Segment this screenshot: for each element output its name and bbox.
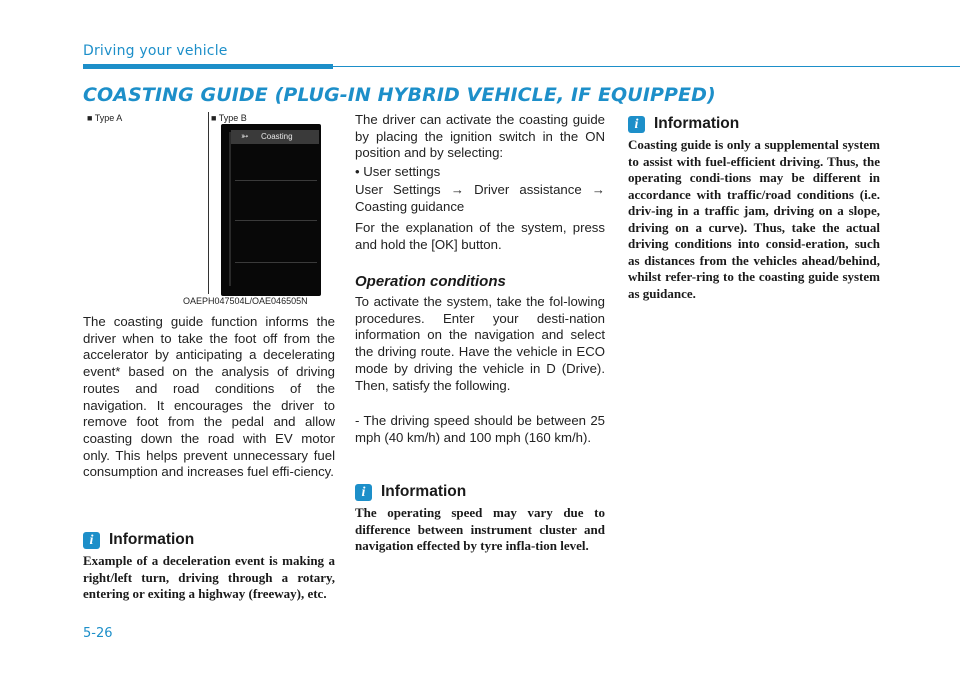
chapter-heading: COASTING GUIDE (PLUG-IN HYBRID VEHICLE, IF EQUIPPED) bbox=[83, 84, 716, 106]
speed-condition: - The driving speed should be between 25 mph (40 km/h) and 100 mph (160 km/h). bbox=[355, 413, 605, 445]
settings-path: User Settings → Driver assistance → Coasting guidance bbox=[355, 182, 605, 214]
figure-divider bbox=[208, 112, 209, 294]
intro-paragraph: The coasting guide function informs the driver when to take the foot off from the accelerator by anticipating a decelerating event* based on the analysis of driving routes and road conditions of the navigation. It encourages the driver to remove foot from the pedal and allow coasting down the road with EV motor only. This helps prevent unnecessary fuel consumption and increases fuel effi-ciency. bbox=[83, 314, 335, 480]
page-number: 5-26 bbox=[83, 626, 113, 641]
screen-band bbox=[235, 180, 317, 181]
car-foot-icon: ➳ bbox=[241, 131, 249, 141]
explain-paragraph: For the explanation of the system, press and hold the [OK] button. bbox=[355, 220, 605, 252]
cluster-screen bbox=[221, 124, 321, 296]
info-text: Example of a deceleration event is making a right/left turn, driving through a rotary, entering or exiting a highway (freeway), etc. bbox=[83, 553, 335, 601]
screen-band bbox=[235, 262, 317, 263]
info-text: The operating speed may vary due to difference between instrument cluster and navigation effected by tyre infla-tion level. bbox=[355, 505, 605, 553]
legend-type-b: ■ Type B bbox=[211, 113, 247, 123]
section-title: Driving your vehicle bbox=[83, 43, 228, 59]
info-icon: i bbox=[355, 484, 372, 501]
screen-label: Coasting bbox=[261, 132, 293, 141]
subhead-operation-conditions: Operation conditions bbox=[355, 273, 506, 290]
info-icon: i bbox=[628, 116, 645, 133]
info-heading bbox=[355, 483, 466, 501]
header-rule-thick bbox=[83, 64, 333, 69]
figure bbox=[83, 108, 335, 312]
info-title: Information bbox=[654, 115, 740, 132]
info-title: Information bbox=[109, 531, 195, 548]
info-title: Information bbox=[381, 483, 467, 500]
screen-band bbox=[235, 220, 317, 221]
header-rule-thin bbox=[333, 66, 960, 67]
info-heading bbox=[83, 531, 194, 549]
conditions-paragraph: To activate the system, take the fol-lowing procedures. Enter your desti-nation information on the navigation and select the driving route. Have the vehicle in ECO mode by driving the vehicle in D (Drive). Then, satisfy the following. bbox=[355, 294, 605, 393]
activate-paragraph: The driver can activate the coasting guide by placing the ignition switch in the ON position and by selecting: bbox=[355, 112, 605, 161]
info-heading bbox=[628, 115, 739, 133]
legend-type-a: ■ Type A bbox=[87, 113, 123, 123]
figure-caption: OAEPH047504L/OAE046505N bbox=[183, 296, 308, 306]
info-text: Coasting guide is only a supplemental system to assist with fuel-efficient driving. Thus, the operating condi-tions may be different in accordance with traffic/road conditions (i.e. driv-ing in a traffic jam, driving on a slope, driving on a curve). Thus, take the actual driving conditions into consid-eration, such as distances from the vehicles ahead/behind, whilst refer-ring to the coasting guide system as guidance. bbox=[628, 137, 880, 301]
settings-bullet: • User settings bbox=[355, 164, 441, 179]
info-icon: i bbox=[83, 532, 100, 549]
